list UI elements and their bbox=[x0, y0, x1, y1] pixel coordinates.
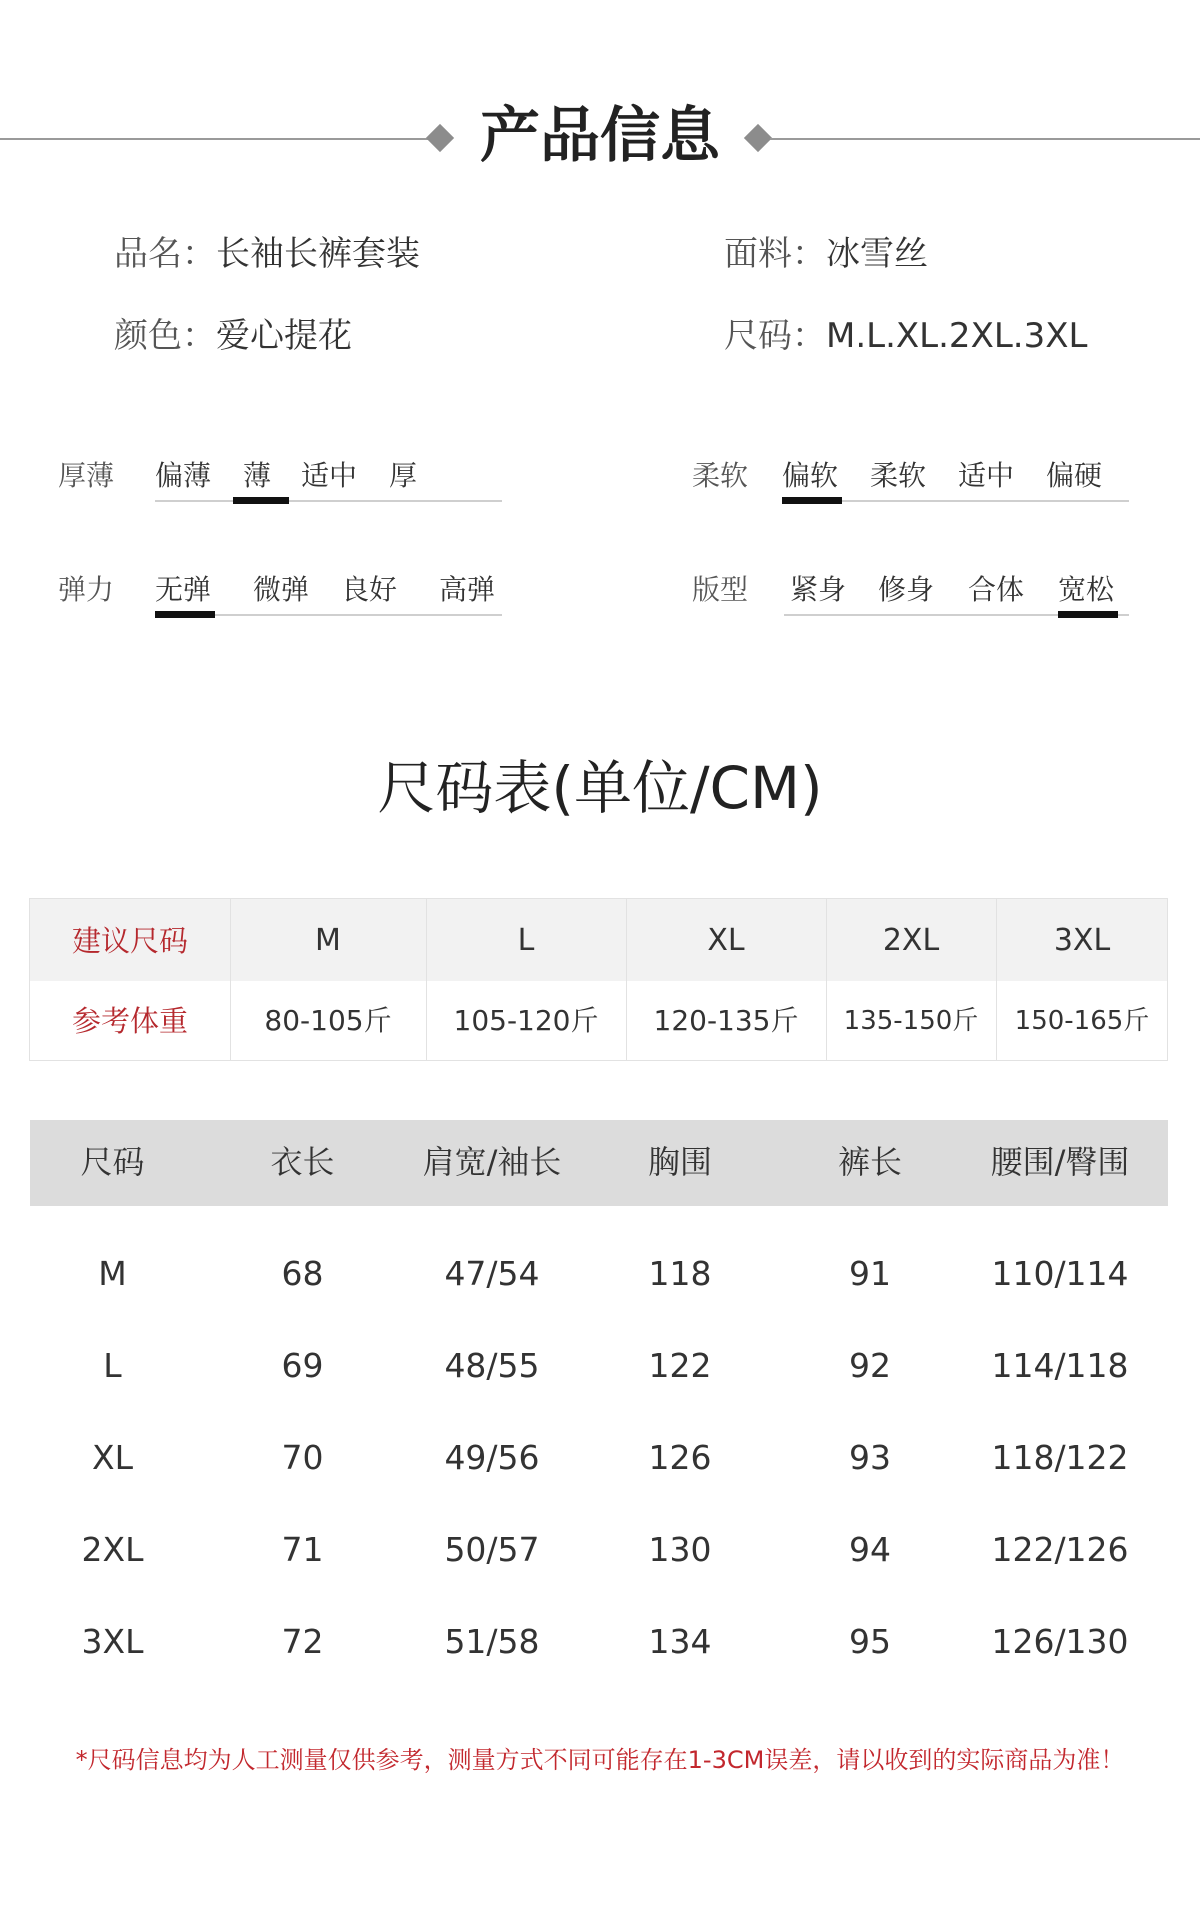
size-table-title: 尺码表(单位/CM) bbox=[377, 754, 823, 822]
attr-fit-option: 修身 bbox=[878, 573, 935, 606]
attr-fit-option: 宽松 bbox=[1058, 573, 1115, 606]
attr-fit-scale bbox=[784, 570, 1129, 616]
measure-table-header: 肩宽/袖长 bbox=[422, 1143, 562, 1181]
attr-fit-option: 合体 bbox=[968, 573, 1025, 606]
measure-cell: 122/126 bbox=[991, 1530, 1129, 1569]
measure-cell: 50/57 bbox=[444, 1530, 540, 1569]
info-name-value: 长袖长裤套装 bbox=[216, 234, 420, 274]
weight-table-weight: 120-135斤 bbox=[653, 1004, 799, 1037]
weight-table-weight: 135-150斤 bbox=[843, 1006, 979, 1036]
measure-cell: L bbox=[103, 1346, 122, 1385]
attr-thickness-scale bbox=[155, 456, 502, 502]
measure-cell: 51/58 bbox=[444, 1622, 540, 1661]
measure-cell: 93 bbox=[849, 1438, 891, 1477]
info-color bbox=[114, 314, 352, 358]
attr-softness-option: 偏硬 bbox=[1046, 459, 1103, 492]
measure-cell: 49/56 bbox=[444, 1438, 540, 1477]
info-name-label: 品名： bbox=[114, 234, 216, 274]
measure-cell: 122 bbox=[648, 1346, 712, 1385]
measurement-note: *尺码信息均为人工测量仅供参考，测量方式不同可能存在1-3CM误差，请以收到的实际商品为准！ bbox=[75, 1746, 1125, 1774]
weight-table-size: M bbox=[315, 923, 341, 958]
measure-cell: 126 bbox=[648, 1438, 712, 1477]
weight-table-row1-label: 建议尺码 bbox=[71, 924, 188, 958]
measure-table-header: 裤长 bbox=[837, 1143, 902, 1181]
measure-table-header: 腰围/臀围 bbox=[990, 1143, 1130, 1181]
attr-elasticity-selected-mark bbox=[155, 611, 215, 618]
attr-softness-option: 柔软 bbox=[870, 459, 927, 492]
attr-softness-option: 适中 bbox=[958, 459, 1015, 492]
measure-table-header: 胸围 bbox=[647, 1143, 712, 1181]
attr-softness-label: 柔软 bbox=[692, 459, 749, 492]
measure-cell: 91 bbox=[849, 1254, 891, 1293]
measure-cell: 95 bbox=[849, 1622, 891, 1661]
measure-cell: 47/54 bbox=[444, 1254, 540, 1293]
weight-table bbox=[29, 898, 1168, 1061]
weight-table-weight: 150-165斤 bbox=[1014, 1006, 1150, 1036]
diamond-left-icon bbox=[426, 124, 454, 152]
attr-thickness-selected-mark bbox=[233, 497, 289, 504]
info-color-label: 颜色： bbox=[114, 316, 216, 356]
measure-cell: 118 bbox=[648, 1254, 712, 1293]
attr-softness-selected-mark bbox=[782, 497, 842, 504]
measure-cell: XL bbox=[92, 1438, 133, 1477]
attr-elasticity-option: 良好 bbox=[341, 573, 398, 606]
attr-softness-option: 偏软 bbox=[782, 459, 839, 492]
measure-cell: M bbox=[98, 1254, 127, 1293]
weight-table-size: 3XL bbox=[1053, 923, 1111, 958]
measure-cell: 68 bbox=[281, 1254, 324, 1293]
attr-fit-selected-mark bbox=[1058, 611, 1118, 618]
measure-cell: 126/130 bbox=[991, 1622, 1129, 1661]
info-fabric-label: 面料： bbox=[724, 234, 826, 274]
weight-table-size: XL bbox=[707, 923, 745, 958]
attr-thickness-option: 偏薄 bbox=[155, 459, 212, 492]
weight-table-weight: 80-105斤 bbox=[264, 1004, 392, 1037]
page-title: 产品信息 bbox=[480, 101, 720, 171]
measure-cell: 3XL bbox=[81, 1622, 144, 1661]
measure-cell: 48/55 bbox=[444, 1346, 540, 1385]
attr-softness-scale bbox=[782, 456, 1129, 502]
measure-cell: 2XL bbox=[81, 1530, 144, 1569]
info-size-value: M.L.XL.2XL.3XL bbox=[826, 316, 1088, 356]
measure-cell: 118/122 bbox=[991, 1438, 1129, 1477]
header-line-right bbox=[770, 138, 1200, 140]
info-fabric-value: 冰雪丝 bbox=[826, 234, 928, 274]
measure-table-header: 尺码 bbox=[80, 1143, 145, 1181]
measure-table-header: 衣长 bbox=[270, 1143, 335, 1181]
attr-elasticity-option: 微弹 bbox=[253, 573, 310, 606]
attr-elasticity-option: 高弹 bbox=[439, 573, 496, 606]
weight-table-size: L bbox=[517, 923, 535, 958]
info-fabric bbox=[724, 232, 928, 276]
scale-baseline bbox=[155, 500, 502, 502]
measure-cell: 70 bbox=[281, 1438, 324, 1477]
attr-fit-label: 版型 bbox=[692, 573, 749, 606]
measure-cell: 94 bbox=[849, 1530, 891, 1569]
attr-elasticity-scale bbox=[155, 570, 502, 616]
attr-thickness-option: 厚 bbox=[389, 459, 418, 492]
measure-cell: 110/114 bbox=[991, 1254, 1129, 1293]
weight-table-row2-label: 参考体重 bbox=[71, 1004, 188, 1038]
measure-cell: 92 bbox=[849, 1346, 891, 1385]
measure-cell: 71 bbox=[281, 1530, 324, 1569]
info-name bbox=[114, 232, 420, 276]
info-color-value: 爱心提花 bbox=[216, 316, 352, 356]
measure-cell: 114/118 bbox=[991, 1346, 1129, 1385]
attr-thickness-option: 适中 bbox=[301, 459, 358, 492]
header-line-left bbox=[0, 138, 428, 140]
diamond-right-icon bbox=[744, 124, 772, 152]
measure-cell: 130 bbox=[648, 1530, 712, 1569]
weight-table-size: 2XL bbox=[882, 923, 940, 958]
measure-cell: 134 bbox=[648, 1622, 712, 1661]
weight-table-weight: 105-120斤 bbox=[453, 1004, 599, 1037]
measure-cell: 69 bbox=[281, 1346, 324, 1385]
info-size-label: 尺码： bbox=[724, 316, 826, 356]
attr-thickness-option: 薄 bbox=[243, 459, 272, 492]
attr-thickness-label: 厚薄 bbox=[58, 459, 115, 492]
info-size bbox=[724, 314, 1087, 358]
measure-cell: 72 bbox=[281, 1622, 324, 1661]
attr-elasticity-label: 弹力 bbox=[58, 573, 115, 606]
attr-elasticity-option: 无弹 bbox=[155, 573, 212, 606]
attr-fit-option: 紧身 bbox=[790, 573, 847, 606]
